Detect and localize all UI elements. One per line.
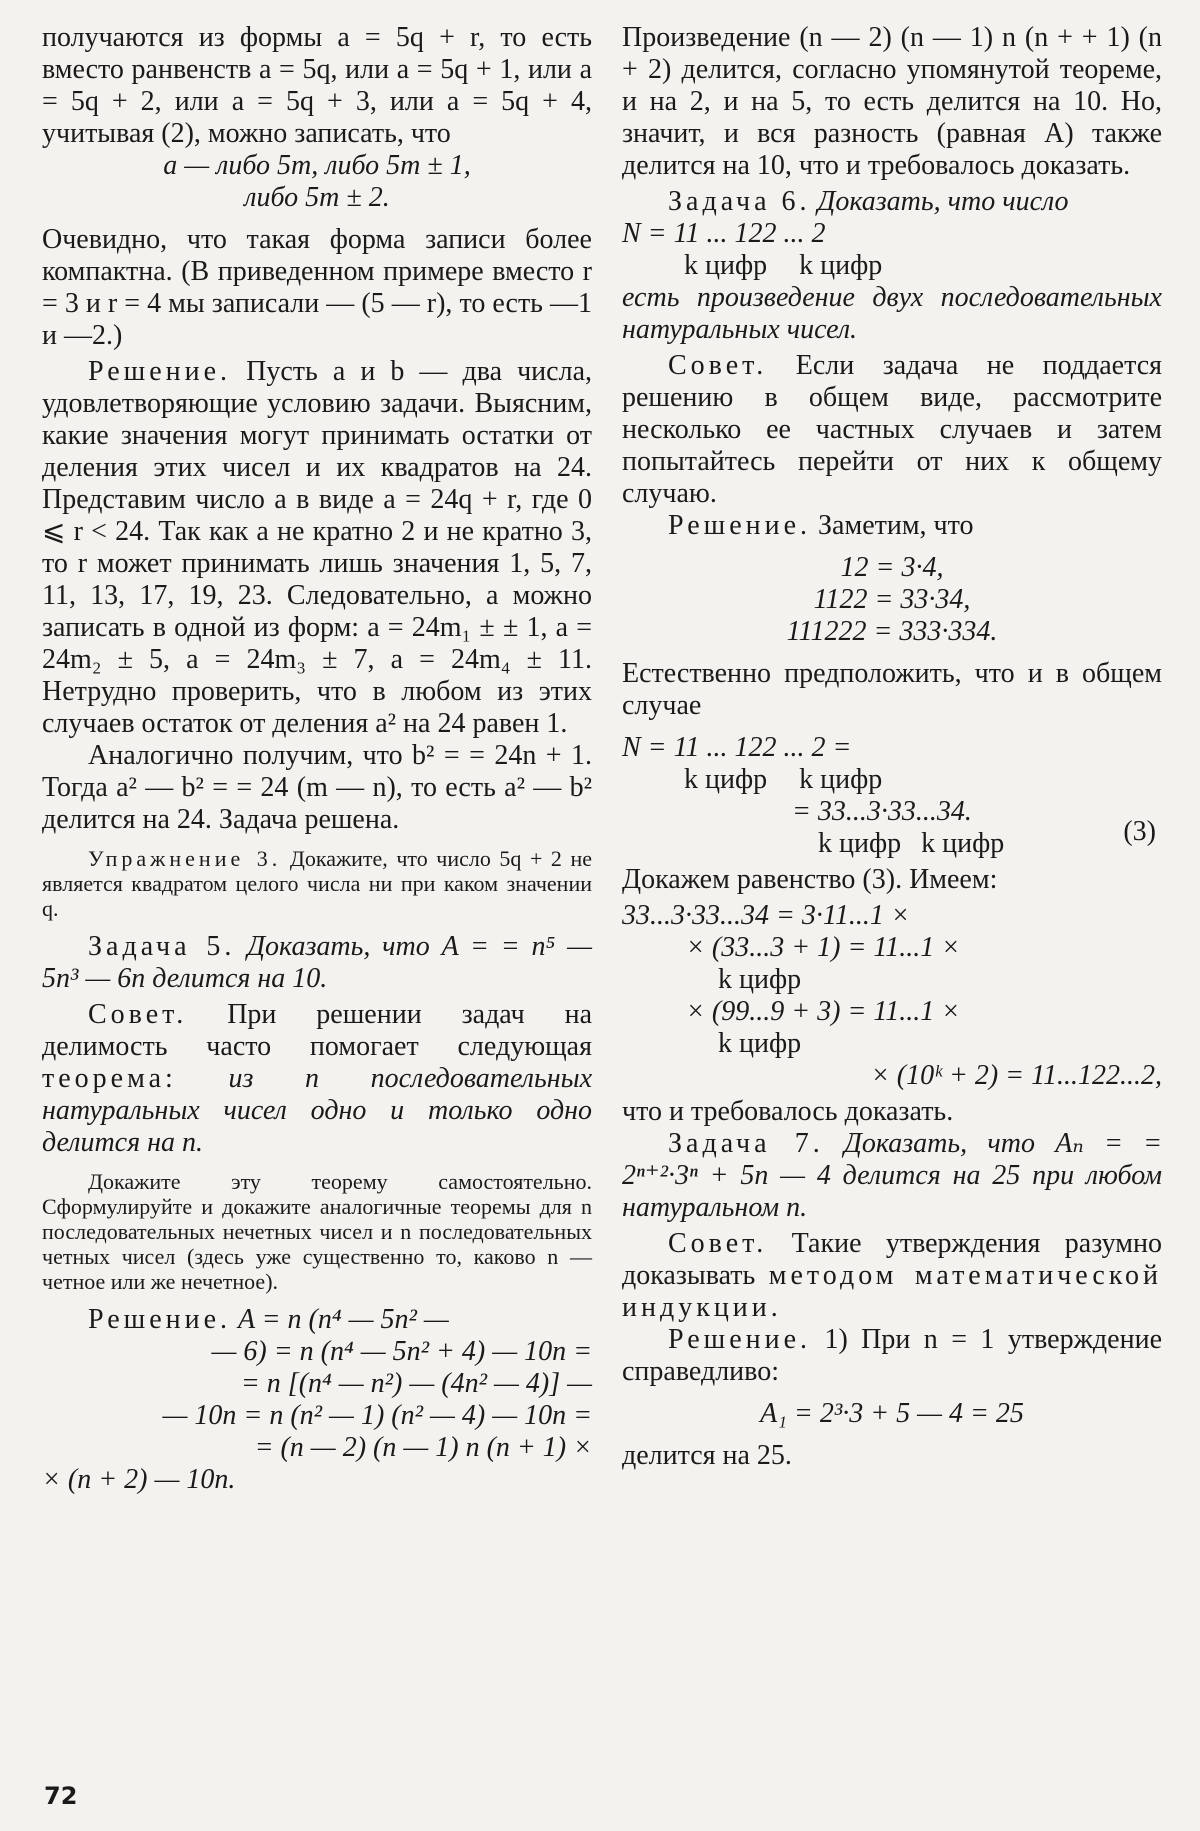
formula: 111222 = 333·334. — [786, 616, 998, 647]
right-column — [622, 22, 1162, 1472]
paragraph: Естественно предположить, что и в общем случае — [622, 658, 1162, 721]
brace-labels: k цифр k цифр — [818, 828, 1005, 859]
formula: 33...3·33...34 = 3·11...1 × — [622, 900, 910, 931]
paragraph: что и требовалось доказать. — [622, 1096, 954, 1127]
paragraph: делится на 25. — [622, 1440, 792, 1471]
formula: — 10n = n (n² — 1) (n² — 4) — 10n = — [162, 1400, 592, 1431]
formula: N = 11 ... 122 ... 2 — [622, 218, 826, 249]
paragraph: Решение. Заметим, что — [668, 510, 974, 541]
section-label: Решение. — [668, 1324, 812, 1355]
section-label: Совет. — [88, 999, 188, 1030]
brace-label: k цифр — [718, 964, 802, 995]
formula: × (33...3 + 1) = 11...1 × — [686, 932, 961, 963]
paragraph: Решение. 1) При n = 1 утверждение справедливо: — [622, 1324, 1162, 1387]
formula: × (10ᵏ + 2) = 11...122...2, — [870, 1060, 1162, 1091]
section-label: Совет. — [668, 1228, 768, 1259]
section-label: Задача 6. — [668, 186, 811, 217]
advice: Совет. При решении задач на делимость часто помогает следующая теорема: из n последовательных натуральных чисел одно и только одно делится на n. — [42, 999, 593, 1158]
section-label: Задача 5. — [88, 931, 236, 962]
task: Задача 7. Доказать, что Aₙ = = 2ⁿ⁺²·3ⁿ + 5n — 4 делится на 25 при любом натуральном n. — [622, 1128, 1162, 1223]
brace-label: k цифр — [718, 1028, 802, 1059]
formula: = n [(n⁴ — n²) — (4n² — 4)] — — [240, 1368, 592, 1399]
formula: 1122 = 33·34, — [813, 584, 971, 615]
formula: N = 11 ... 122 ... 2 = — [622, 732, 852, 763]
note: Докажите эту теорему самостоятельно. Сформулируйте и докажите аналогичные теоремы для n последовательных нечетных чисел и n последовательных четных чисел (здесь уже существенно то, каково n — четное или же нечетное). — [42, 1169, 592, 1294]
paragraph: Решение. A = n (n⁴ — 5n² — — [88, 1304, 449, 1335]
paragraph: Произведение (n — 2) (n — 1) n (n + + 1) (n + 2) делится, согласно упомянутой теореме, и на 2, и на 5, то есть делится на 10. Но, значит, и вся разность (равная A) также делится на 10, что и требовалось доказать. — [622, 22, 1162, 181]
formula: A₁ = 2³·3 + 5 — 4 = 25 — [760, 1398, 1024, 1429]
formula: × (99...9 + 3) = 11...1 × — [686, 996, 961, 1027]
page-number: 72 — [44, 1782, 78, 1810]
equation-number: (3) — [1123, 816, 1156, 847]
exercise: Упражнение 3. Докажите, что число 5q + 2 не является квадратом целого числа ни при каком значении q. — [42, 846, 592, 921]
task: Задача 6. Доказать, что число — [668, 186, 1069, 217]
section-label: Решение. — [88, 1304, 232, 1335]
brace-labels: k цифр k цифр — [684, 764, 883, 795]
paragraph: Решение. Пусть a и b — два числа, удовлетворяющие условию задачи. Выясним, какие значения могут принимать остатки от деления этих чисел и их квадратов на 24. Представим число a в виде a = 24q + r, где 0 ⩽ r < 24. Так как a не кратно 2 и не кратно 3, то r может принимать лишь значения 1, 5, 7, 11, 13, 17, 19, 23. Следовательно, a можно записать в одной из форм: a = 24m₁ ± ± 1, a = 24m₂ ± 5, a = 24m₃ ± 7, a = 24m₄ ± 11. Нетрудно проверить, что в любом из этих случаев остаток от деления a² на 24 равен 1. — [42, 356, 592, 739]
paragraph: Очевидно, что такая форма записи более компактна. (В приведенном примере вместо r = 3 и r = 4 мы записали — (5 — r), то есть —1 и —2.) — [42, 224, 592, 351]
paragraph: Докажем равенство (3). Имеем: — [622, 864, 998, 895]
paragraph: есть произведение двух последовательных натуральных чисел. — [622, 282, 1162, 345]
paragraph: получаются из формы a = 5q + r, то есть вместо ранвенств a = 5q, или a = 5q + 1, или a = 5q + 2, или a = 5q + 3, или a = 5q + 4, учитывая (2), можно записать, что — [42, 22, 592, 149]
left-column — [42, 22, 592, 1496]
paragraph: Аналогично получим, что b² = = 24n + 1. Тогда a² — b² = = 24 (m — n), то есть a² — b² делится на 24. Задача решена. — [42, 740, 592, 835]
formula: = (n — 2) (n — 1) n (n + 1) × — [254, 1432, 592, 1463]
task: Задача 5. Доказать, что A = = n⁵ — 5n³ — 6n делится на 10. — [42, 931, 593, 994]
section-label: Совет. — [668, 350, 768, 381]
section-label: Упражнение 3. — [88, 846, 282, 871]
formula: 12 = 3·4, — [840, 552, 944, 583]
equation-3 — [622, 796, 1162, 860]
formula: × (n + 2) — 10n. — [42, 1464, 236, 1495]
section-label: Решение. — [88, 356, 232, 387]
brace-labels: k цифр k цифр — [684, 250, 883, 281]
section-label: Решение. — [668, 510, 812, 541]
formula: = 33...3·33...34. — [792, 796, 972, 827]
section-label: Задача 7. — [668, 1128, 824, 1159]
formula: — 6) = n (n⁴ — 5n² + 4) — 10n = — [211, 1336, 592, 1367]
advice: Совет. Если задача не поддается решению в общем виде, рассмотрите несколько ее частных случаев и затем попытайтесь перейти от них к общему случаю. — [622, 350, 1162, 509]
formula: либо 5m ± 2. — [244, 182, 390, 213]
formula: a — либо 5m, либо 5m ± 1, — [163, 150, 471, 181]
advice: Совет. Такие утверждения разумно доказывать методом математической индукции. — [622, 1228, 1162, 1323]
